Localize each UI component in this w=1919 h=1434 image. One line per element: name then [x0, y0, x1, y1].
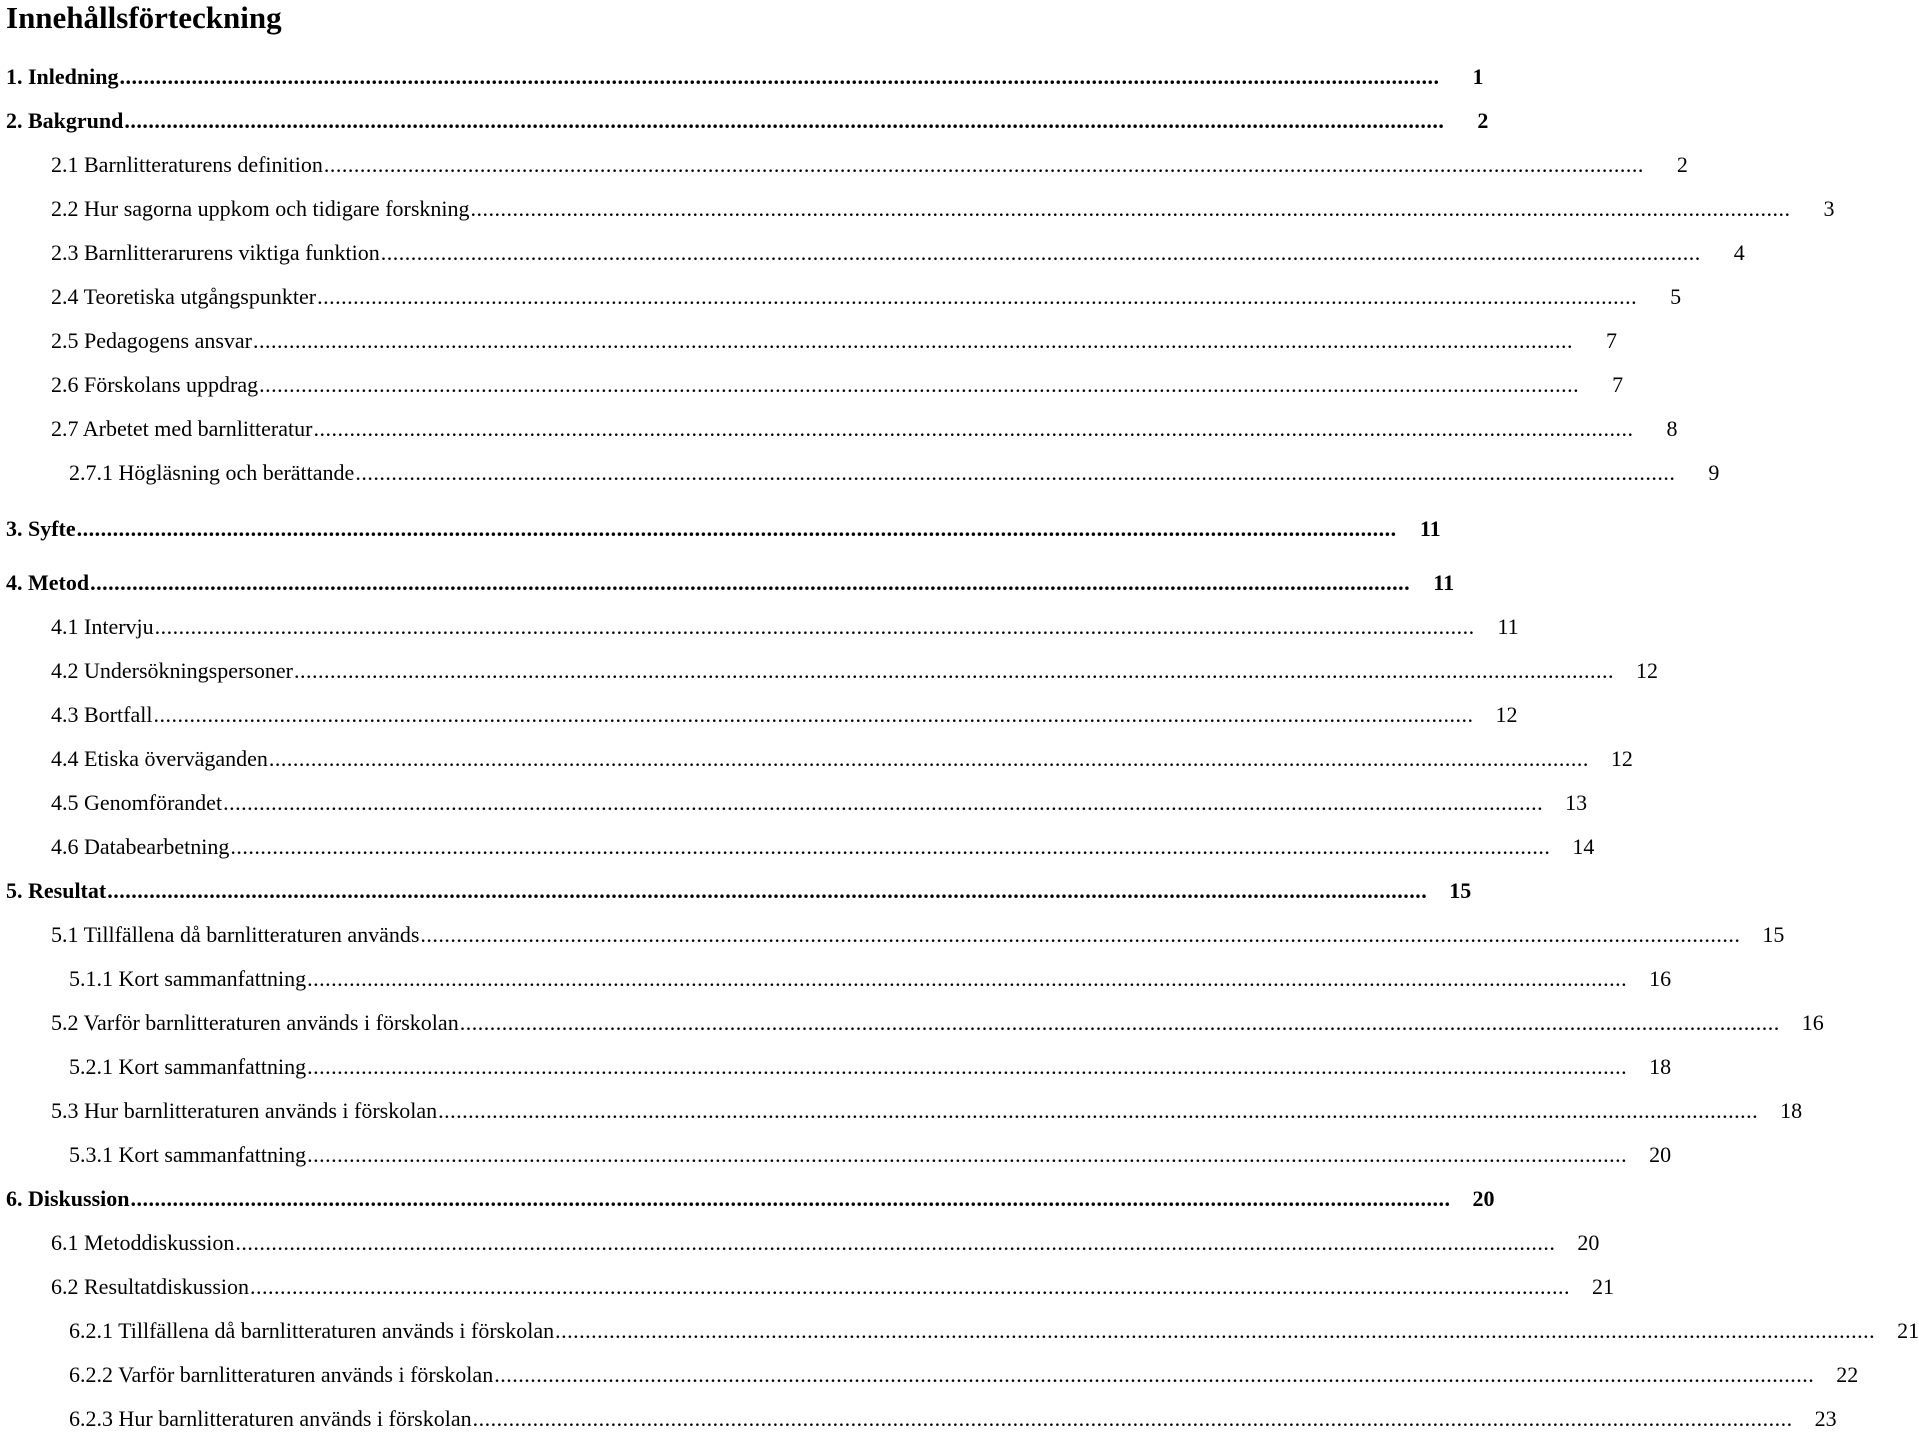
toc-entry-label: 4.1 Intervju: [51, 614, 154, 639]
toc-entry[interactable]: [6, 568, 1455, 598]
toc-entry[interactable]: [51, 920, 1785, 950]
toc-entry-page-number: 9: [1708, 460, 1720, 485]
toc-dot-leader: ............................................................................................................................................................................................................................: [253, 328, 1574, 353]
toc-dot-leader: ............................................................................................................................................................................................................................: [130, 1186, 1451, 1211]
toc-entry[interactable]: [51, 238, 1745, 268]
toc-dot-leader: ............................................................................................................................................................................................................................: [90, 570, 1411, 595]
toc-dot-leader: ............................................................................................................................................................................................................................: [323, 152, 1644, 177]
toc-dot-leader: ............................................................................................................................................................................................................................: [153, 702, 1474, 727]
toc-entry[interactable]: [6, 1184, 1495, 1214]
toc-entry-page-number: 23: [1814, 1406, 1837, 1431]
toc-dot-leader: ............................................................................................................................................................................................................................: [494, 1362, 1815, 1387]
toc-entry-page-number: 1: [1472, 64, 1484, 89]
toc-dot-leader: ............................................................................................................................................................................................................................: [124, 108, 1445, 133]
toc-dot-leader: ............................................................................................................................................................................................................................: [268, 746, 1589, 771]
toc-entry-label: 5.2 Varför barnlitteraturen används i förskolan: [51, 1010, 459, 1035]
toc-entry-page-number: 16: [1801, 1010, 1824, 1035]
toc-entry-page-number: 20: [1577, 1230, 1600, 1255]
toc-entry-label: 4.6 Databearbetning: [51, 834, 230, 859]
toc-entry-page-number: 2: [1477, 108, 1489, 133]
toc-dot-leader: ............................................................................................................................................................................................................................: [107, 878, 1428, 903]
toc-entry-label: 2.3 Barnlitterarurens viktiga funktion: [51, 240, 380, 265]
toc-entry-label: 3. Syfte: [6, 516, 76, 541]
toc-dot-leader: ............................................................................................................................................................................................................................: [555, 1318, 1876, 1343]
toc-entry-label: 5.3.1 Kort sammanfattning: [69, 1142, 307, 1167]
toc-entry-page-number: 11: [1497, 614, 1519, 639]
toc-entry-page-number: 8: [1666, 416, 1678, 441]
toc-entry-label: 2.4 Teoretiska utgångspunkter: [51, 284, 317, 309]
toc-entry[interactable]: [69, 1052, 1672, 1082]
toc-entry[interactable]: [69, 964, 1672, 994]
toc-dot-leader: ............................................................................................................................................................................................................................: [307, 1142, 1628, 1167]
toc-entry[interactable]: [51, 150, 1688, 180]
toc-dot-leader: ............................................................................................................................................................................................................................: [154, 614, 1475, 639]
toc-entry-page-number: 15: [1449, 878, 1472, 903]
toc-entry-page-number: 12: [1610, 746, 1633, 771]
toc-entry[interactable]: [51, 1228, 1600, 1258]
toc-entry-page-number: 18: [1780, 1098, 1803, 1123]
toc-dot-leader: ............................................................................................................................................................................................................................: [313, 416, 1634, 441]
toc-entry[interactable]: [51, 744, 1633, 774]
toc-entry-page-number: 5: [1670, 284, 1682, 309]
toc-entry-page-number: 4: [1733, 240, 1745, 265]
toc-entry-page-number: 2: [1676, 152, 1688, 177]
toc-dot-leader: ............................................................................................................................................................................................................................: [420, 922, 1741, 947]
toc-entry-label: 2.5 Pedagogens ansvar: [51, 328, 253, 353]
toc-dot-leader: ............................................................................................................................................................................................................................: [223, 790, 1544, 815]
toc-entry[interactable]: [6, 876, 1472, 906]
toc-entry[interactable]: [51, 1096, 1803, 1126]
toc-entry-label: 2.7.1 Högläsning och berättande: [69, 460, 355, 485]
toc-entry-page-number: 11: [1419, 516, 1441, 541]
toc-dot-leader: ............................................................................................................................................................................................................................: [119, 64, 1440, 89]
toc-entry[interactable]: [51, 1272, 1615, 1302]
toc-entry[interactable]: [69, 1140, 1672, 1170]
toc-entry-page-number: 12: [1495, 702, 1518, 727]
toc-entry[interactable]: [51, 832, 1595, 862]
toc-entry[interactable]: [51, 282, 1682, 312]
toc-entry-label: 2.1 Barnlitteraturens definition: [51, 152, 323, 177]
toc-entry-page-number: 22: [1836, 1362, 1859, 1387]
toc-entry[interactable]: [69, 1404, 1837, 1434]
toc-entry-label: 6.1 Metoddiskussion: [51, 1230, 235, 1255]
toc-entry-label: 4. Metod: [6, 570, 90, 595]
toc-entry[interactable]: [51, 1008, 1824, 1038]
toc-entry-label: 5.2.1 Kort sammanfattning: [69, 1054, 307, 1079]
toc-title: Innehållsförteckning: [6, 0, 282, 35]
toc-entry[interactable]: [51, 656, 1658, 686]
toc-entry-page-number: 13: [1565, 790, 1588, 815]
toc-entry[interactable]: [69, 1360, 1859, 1390]
toc-entry-page-number: 11: [1433, 570, 1455, 595]
toc-entry[interactable]: [6, 514, 1441, 544]
toc-entry-label: 1. Inledning: [6, 64, 119, 89]
toc-entry-label: 6.2.2 Varför barnlitteraturen används i förskolan: [69, 1362, 494, 1387]
toc-entry[interactable]: [51, 414, 1678, 444]
toc-entry-label: 4.3 Bortfall: [51, 702, 153, 727]
toc-entry-page-number: 20: [1649, 1142, 1672, 1167]
toc-dot-leader: ............................................................................................................................................................................................................................: [259, 372, 1580, 397]
toc-entry-label: 2.6 Förskolans uppdrag: [51, 372, 259, 397]
toc-entry-page-number: 16: [1649, 966, 1672, 991]
toc-entry-page-number: 12: [1635, 658, 1658, 683]
toc-entry-label: 6.2.1 Tillfällena då barnlitteraturen används i förskolan: [69, 1318, 555, 1343]
toc-entry-page-number: 7: [1606, 328, 1618, 353]
toc-entry-page-number: 21: [1592, 1274, 1615, 1299]
toc-entry[interactable]: [51, 788, 1588, 818]
toc-dot-leader: ............................................................................................................................................................................................................................: [307, 1054, 1628, 1079]
toc-entry[interactable]: [69, 1316, 1919, 1346]
toc-entry-page-number: 18: [1649, 1054, 1672, 1079]
toc-dot-leader: ............................................................................................................................................................................................................................: [250, 1274, 1571, 1299]
toc-entry-page-number: 3: [1823, 196, 1835, 221]
toc-entry-page-number: 14: [1572, 834, 1595, 859]
toc-entry-page-number: 20: [1472, 1186, 1495, 1211]
toc-dot-leader: ............................................................................................................................................................................................................................: [307, 966, 1628, 991]
toc-entry[interactable]: [69, 458, 1720, 488]
toc-dot-leader: ............................................................................................................................................................................................................................: [293, 658, 1614, 683]
toc-entry-label: 2.2 Hur sagorna uppkom och tidigare forskning: [51, 196, 470, 221]
toc-dot-leader: ............................................................................................................................................................................................................................: [317, 284, 1638, 309]
toc-entry-label: 2. Bakgrund: [6, 108, 124, 133]
toc-entry[interactable]: [6, 62, 1484, 92]
toc-entry-page-number: 15: [1762, 922, 1785, 947]
toc-entry-label: 4.2 Undersökningspersoner: [51, 658, 293, 683]
toc-dot-leader: ............................................................................................................................................................................................................................: [459, 1010, 1780, 1035]
toc-entry[interactable]: [51, 326, 1618, 356]
toc-entry-label: 6.2.3 Hur barnlitteraturen används i förskolan: [69, 1406, 472, 1431]
toc-entry[interactable]: [51, 700, 1518, 730]
toc-entry-label: 2.7 Arbetet med barnlitteratur: [51, 416, 313, 441]
toc-entry-label: 5.1.1 Kort sammanfattning: [69, 966, 307, 991]
toc-dot-leader: ............................................................................................................................................................................................................................: [355, 460, 1676, 485]
toc-dot-leader: ............................................................................................................................................................................................................................: [472, 1406, 1793, 1431]
toc-entry-label: 4.5 Genomförandet: [51, 790, 223, 815]
toc-dot-leader: ............................................................................................................................................................................................................................: [235, 1230, 1556, 1255]
toc-dot-leader: ............................................................................................................................................................................................................................: [470, 196, 1791, 221]
toc-entry-page-number: 7: [1612, 372, 1624, 397]
toc-entry-label: 5.3 Hur barnlitteraturen används i förskolan: [51, 1098, 438, 1123]
toc-entry[interactable]: [51, 194, 1835, 224]
toc-entry-label: 5. Resultat: [6, 878, 107, 903]
toc-entry[interactable]: [6, 106, 1489, 136]
toc-entry-label: 6. Diskussion: [6, 1186, 130, 1211]
toc-dot-leader: ............................................................................................................................................................................................................................: [438, 1098, 1759, 1123]
toc-entry[interactable]: [51, 370, 1624, 400]
toc-entry[interactable]: [51, 612, 1519, 642]
toc-entry-label: 4.4 Etiska överväganden: [51, 746, 268, 771]
toc-entry-page-number: 21: [1897, 1318, 1919, 1343]
toc-dot-leader: ............................................................................................................................................................................................................................: [230, 834, 1551, 859]
toc-entry-label: 5.1 Tillfällena då barnlitteraturen används: [51, 922, 420, 947]
toc-entry-label: 6.2 Resultatdiskussion: [51, 1274, 250, 1299]
toc-dot-leader: ............................................................................................................................................................................................................................: [76, 516, 1397, 541]
toc-dot-leader: ............................................................................................................................................................................................................................: [380, 240, 1701, 265]
